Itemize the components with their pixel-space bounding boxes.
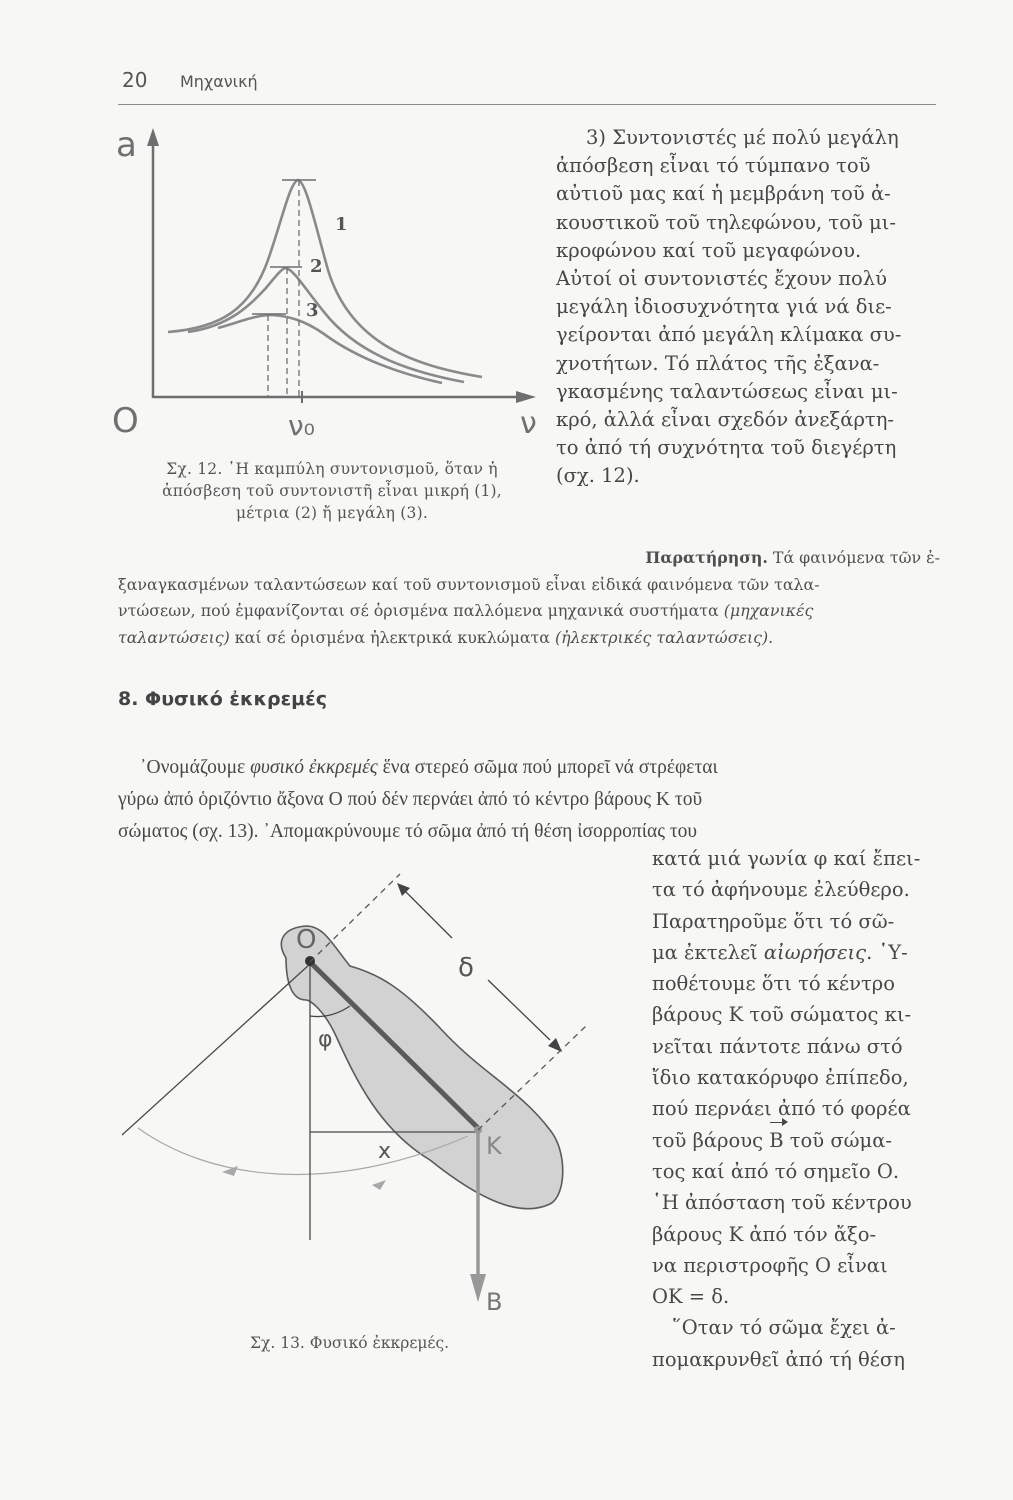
origin-label: O — [112, 401, 139, 440]
label-O: O — [296, 925, 317, 955]
figure-12-resonance-curves — [110, 120, 550, 440]
delta-dimension-upper — [402, 888, 452, 938]
text-line: Αὐτοί οἱ συντονιστές ἔχουν πολύ — [556, 267, 887, 291]
text-line: πού περνάει ἀπό τό φορέα — [652, 1097, 911, 1121]
pivot-point-O — [305, 956, 315, 966]
curve-label-3: 3 — [306, 300, 319, 321]
caption-line: μέτρια (2) ἤ μεγάλη (3). — [236, 504, 428, 522]
italic-term: (μηχανικές — [723, 601, 814, 620]
nu0-label: ν₀ — [288, 409, 315, 440]
delta-arrow-down — [548, 1038, 562, 1052]
text-line: γύρω ἀπό ὁριζόντιο ἄξονα Ο πού δέν περνάει ἀπό τό κέντρο βάρους Κ τοῦ — [118, 789, 703, 810]
text-span: Τά φαινόμενα τῶν ἐ- — [767, 548, 940, 567]
x-axis-arrow — [516, 391, 536, 403]
weight-arrow-head — [470, 1274, 486, 1302]
page-number: 20 — [122, 68, 148, 92]
x-axis-label: ν — [520, 406, 537, 440]
text-line: ῾Η ἀπόσταση τοῦ κέντρου — [652, 1191, 912, 1215]
extreme-position-line — [122, 964, 310, 1135]
text-line: τα τό ἀφήνουμε ἐλεύθερο. — [652, 878, 910, 902]
text-line: κρό, ἀλλά εἶναι σχεδόν ἀνεξάρτη- — [556, 408, 894, 432]
text-span: τοῦ βάρους — [652, 1128, 770, 1152]
text-span: καί σέ ὁρισμένα ἠλεκτρικά κυκλώματα — [229, 627, 555, 647]
text-line: να περιστροφῆς Ο εἶναι — [652, 1253, 888, 1277]
text-line: Παρατηροῦμε ὅτι τό σῶ- — [652, 909, 895, 933]
text-line: ΟΚ = δ. — [652, 1285, 730, 1309]
text-line: γείρονται ἀπό μεγάλη κλίμακα συ- — [556, 323, 902, 347]
text-line: τος καί ἀπό τό σημεῖο Ο. — [652, 1159, 900, 1183]
weight-vector-symbol: B — [769, 1125, 783, 1156]
italic-term: (ἠλεκτρικές ταλαντώσεις). — [554, 627, 774, 647]
curve-label-2: 2 — [310, 256, 323, 277]
text-line: κροφώνου καί τοῦ μεγαφώνου. — [556, 238, 862, 262]
text-line: βάρους Κ τοῦ σώματος κι- — [652, 1003, 912, 1027]
label-delta: δ — [458, 953, 474, 983]
text-span: ἕνα στερεό σῶμα πού μπορεῖ νά στρέφεται — [377, 757, 718, 778]
text-line: (σχ. 12). — [556, 464, 640, 488]
label-K: K — [486, 1132, 502, 1160]
right-column-text-1 — [556, 124, 941, 491]
text-span: ᾿Ονομάζουμε — [140, 757, 251, 778]
page-header — [118, 66, 936, 105]
note-paragraph — [118, 545, 940, 651]
figure-13-caption: Σχ. 13. Φυσικό ἐκκρεμές. — [250, 1334, 450, 1352]
text-line: νεῖται πάντοτε πάνω στό — [652, 1034, 903, 1058]
y-axis-label: a — [116, 125, 137, 165]
delta-dimension-lower — [488, 980, 550, 1040]
italic-term: αἰωρήσεις — [763, 940, 867, 964]
text-line: πομακρυνθεῖ ἀπό τή θέση — [652, 1347, 905, 1371]
figure-13-physical-pendulum — [110, 840, 640, 1320]
text-line: ἴδιο κατακόρυφο ἐπίπεδο, — [652, 1066, 909, 1090]
text-line: μεγάλη ἰδιοσυχνότητα γιά νά διε- — [556, 295, 892, 319]
text-line: αὐτιοῦ μας καί ἡ μεμβράνη τοῦ ἀ- — [556, 182, 891, 206]
right-column-text-2 — [652, 843, 952, 1375]
running-title: Μηχανική — [180, 72, 258, 91]
text-line: χνοτήτων. Τό πλάτος τῆς ἐξανα- — [556, 351, 880, 375]
text-span: τοῦ σώμα- — [783, 1128, 892, 1152]
text-line: ξαναγκασμένων ταλαντώσεων καί τοῦ συντονισμοῦ εἶναι εἰδικά φαινόμενα τῶν ταλα- — [118, 574, 820, 594]
arc-arrow-right — [372, 1180, 386, 1190]
text-line: ῞Οταν τό σῶμα ἔχει ἀ- — [672, 1316, 896, 1340]
text-line: ἀπόσβεση εἶναι τό τύμπανο τοῦ — [556, 154, 871, 178]
text-line: ποθέτουμε ὅτι τό κέντρο — [652, 972, 895, 996]
label-phi: φ — [318, 1027, 333, 1052]
curve-3 — [218, 315, 442, 383]
caption-line: ἀπόσβεση τοῦ συντονιστῆ εἶναι μικρή (1), — [162, 482, 502, 500]
text-line: σώματος (σχ. 13). ᾿Απομακρύνουμε τό σῶμα ἀπό τή θέση ἰσορροπίας του — [118, 821, 698, 842]
label-x: x — [378, 1139, 392, 1164]
note-label: Παρατήρηση. — [645, 548, 768, 567]
figure-12-caption — [116, 458, 548, 524]
text-span: ντώσεων, πού ἐμφανίζονται σέ ὁρισμένα παλλόμενα μηχανικά συστήματα — [118, 601, 724, 620]
text-line: κατά μιά γωνία φ καί ἔπει- — [652, 847, 921, 870]
text-line: το ἀπό τή συχνότητα τοῦ διεγέρτη — [556, 436, 897, 460]
pendulum-body — [281, 926, 562, 1209]
curve-1 — [168, 180, 482, 377]
text-line: κουστικοῦ τοῦ τηλεφώνου, τοῦ μι- — [556, 210, 896, 234]
section-heading: 8. Φυσικό ἐκκρεμές — [118, 688, 327, 710]
italic-term: φυσικό ἐκκρεμές — [250, 757, 378, 778]
text-span: . ῾Υ- — [866, 940, 908, 964]
section-paragraph — [118, 752, 940, 848]
italic-term: ταλαντώσεις) — [118, 627, 230, 647]
text-line: 3) Συντονιστές μέ πολύ μεγάλη — [586, 126, 899, 149]
text-line: γκασμένης ταλαντώσεως εἶναι μι- — [556, 379, 898, 403]
caption-line: Σχ. 12. ῾Η καμπύλη συντονισμοῦ, ὅταν ἡ — [166, 460, 498, 478]
text-span: μα ἐκτελεῖ — [652, 940, 764, 964]
y-axis-arrow — [147, 128, 159, 146]
curve-label-1: 1 — [335, 214, 348, 235]
text-line: βάρους Κ ἀπό τόν ἄξο- — [652, 1222, 877, 1246]
label-B: B — [486, 1288, 503, 1316]
